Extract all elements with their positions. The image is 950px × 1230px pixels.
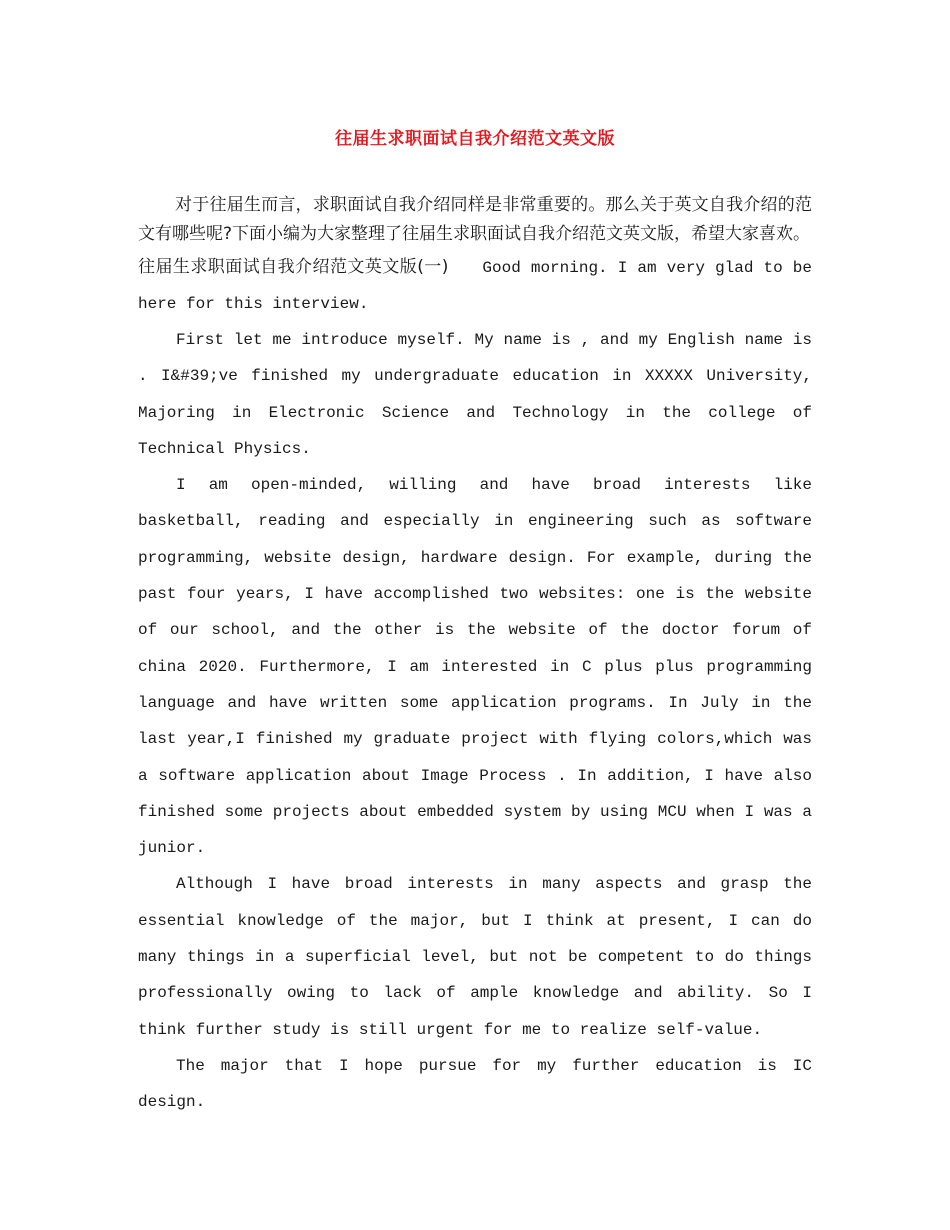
section-first-line — [138, 249, 812, 322]
paragraph-further-study: Although I have broad interests in many aspects and grasp the essential knowledge of the major, but I think at present, I can do many things in a superficial level, but not be competent to do things professionally owing to lack of ample knowledge and ability. So I think further study is still urgent for me to realize self-value. — [138, 875, 812, 1039]
intro-paragraph: 对于往届生而言，求职面试自我介绍同样是非常重要的。那么关于英文自我介绍的范文有哪些呢?下面小编为大家整理了往届生求职面试自我介绍范文英文版，希望大家喜欢。 — [138, 195, 812, 244]
section-heading: 往届生求职面试自我介绍范文英文版(一) — [138, 257, 449, 277]
document-title: 往届生求职面试自我介绍范文英文版 — [335, 129, 615, 149]
paragraph-greeting: Good morning. I am very glad to be here for this interview. — [138, 259, 813, 313]
document-body — [138, 191, 812, 1121]
paragraph-interests: I am open-minded, willing and have broad interests like basketball, reading and especially in engineering such as software programming, website design, hardware design. For example, during the past four years, I have accomplished two websites: one is the website of our school, and the other is the website of the doctor forum of china 2020. Furthermore, I am interested in C plus plus programming language and have written some application programs. In July in the last year,I finished my graduate project with flying colors,which was a software application about Image Process . In addition, I have also finished some projects about embedded system by using MCU when I was a junior. — [138, 476, 812, 858]
paragraph-major: The major that I hope pursue for my further education is IC design. — [138, 1056, 812, 1112]
paragraph-introduction: First let me introduce myself. My name is , and my English name is . I&#39;ve finished my undergraduate education in XXXXX University, Majoring in Electronic Science and Technology in the college of Technical Physics. — [138, 331, 812, 458]
